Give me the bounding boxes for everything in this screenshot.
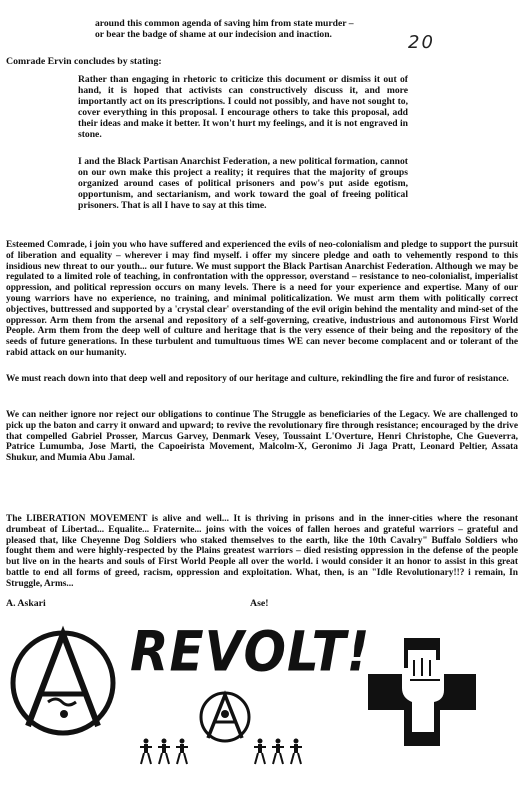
paragraph-3: We can neither ignore nor reject our obligations to continue The Struggle as beneficiaries of the Legacy. We are challenged to pick up the baton and carry it onward and upward; to revive the revolutionary fire through resistance; encouraged by the drive that compelled Gabriel Prosser, Marcus Garvey, Denmark Vesey, Toussaint L'Overture, Henri Christophe, Che Gueverra, Patrice Lumumba, Jose Marti, the Capoeirista Movement, Malcolm-X, Geronimo Ji Jaga Pratt, Leonard Peltier, Assata Shukur, and Mumia Abu Jamal. (6, 410, 518, 464)
intro-line: Comrade Ervin concludes by stating: (6, 56, 162, 67)
dancing-figures-icon (252, 738, 304, 766)
paragraph-4: The LIBERATION MOVEMENT is alive and well... It is thriving in prisons and in the inner-cities where the resonant drumbeat of Libertad... Equalite... Fraternite... joins with the voices of fallen heroes and grateful warriors – grateful and pleased that, like Cheyenne Dog Soldiers who staked themselves to the earth, like the 10th Cavalry" Buffalo Soldiers who fought them and were highly-respected by the Plains greatest warriors – died resisting oppression in the defense of the people but live on in the hearts and souls of First World People all over the world. i would consider it an honor to assist in this great battle to end all forms of greed, racism, oppression and exploitation. What, then, is an "Idle Revolutionary!!? i remain, In Struggle, Arms... (6, 514, 518, 589)
closing-word: Ase! (250, 598, 269, 609)
center-circle-a-icon (198, 690, 252, 744)
circle-a-emblem-icon (8, 628, 118, 738)
signature: A. Askari (6, 598, 46, 609)
dancing-figures-icon (138, 738, 190, 766)
top-quote-line: around this common agenda of saving him from state murder – (95, 18, 354, 29)
paragraph-1: Esteemed Comrade, i join you who have suffered and experienced the evils of neo-colonialism and pledge to support the pursuit of liberation and equality – wherever i may find myself. i offer my sincere pledge and oath to vehemently respond to this insidious new threat to our youth... our future. We must support the Black Partisan Anarchist Federation. Although we may be regulated to a limited role of teaching, in confrontation with the oppressor, overstand – resistance to neo-colonialist, imperialist oppression, and political repression occurs on many levels. There is a need for your experience and expertise. Many of our young warriors have no experience, no training, and minimal politicalization. We must arm them with politically correct objectives, buttressed and supported by a 'crystal clear' overstanding of the evil origin behind the mentality and mind-set of the oppressor. Arm them from the arsenal and repository of a self-governing, creative, industrious and autonomous First World People. Arm them from the deep well of culture and heritage that is the very essence of their being and the repository of the seeds of future generations. In these turbulent and tumultuous times WE can never become complacent and or tolerant of the rabid attack on our humanity. (6, 240, 518, 358)
paragraph-2: We must reach down into that deep well and repository of our heritage and culture, rekindling the fire and furor of resistance. (6, 374, 509, 384)
top-quote-line: or bear the badge of shame at our indecision and inaction. (95, 29, 332, 40)
revolt-banner: REVOLT! (130, 620, 371, 684)
top-quote (95, 18, 425, 40)
raised-fist-cross-icon (366, 636, 478, 748)
page-number: 20 (408, 32, 435, 53)
block-quote-2: I and the Black Partisan Anarchist Federation, a new political formation, cannot on our own make this project a reality; it requires that the majority of groups organized around cases of political prisoners and pow's put aside egotism, opportunism, and sectarianism, and work toward the goal of freeing political prisoners. That is all I have to say at this time. (78, 156, 408, 211)
block-quote-1: Rather than engaging in rhetoric to criticize this document or dismiss it out of hand, it is hoped that activists can constructively discuss it, and more importantly act on its prescriptions. I could not possibly, and have not sought to, cover everything in this proposal. I encourage others to take this proposal, add their ideas and make it better. It won't hurt my feelings, and it is not engraved in stone. (78, 74, 408, 140)
